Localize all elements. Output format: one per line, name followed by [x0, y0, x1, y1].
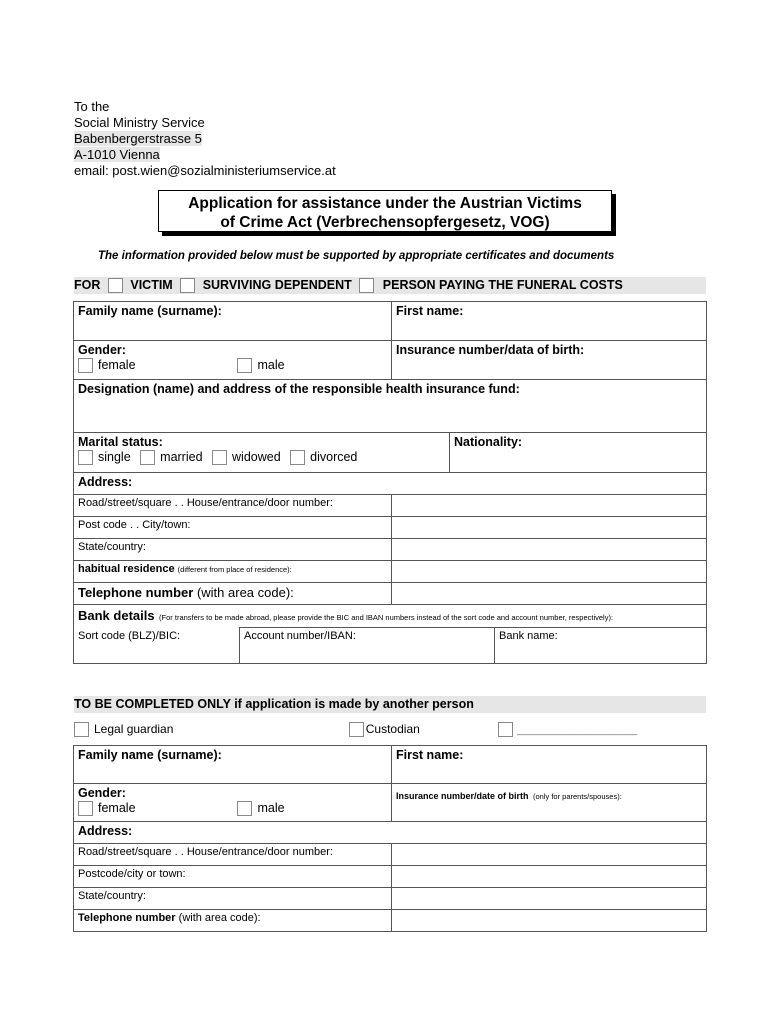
- documents-note: The information provided below must be supported by appropriate certificates and documents: [98, 250, 615, 262]
- postcode-input[interactable]: [392, 517, 707, 539]
- rep-insurance-label: Insurance number/date of birth: [396, 791, 529, 801]
- form-title: [158, 190, 612, 232]
- address-line: A-1010 Vienna: [74, 147, 160, 162]
- applicant-type-bar: [74, 277, 706, 294]
- rep-address-heading: Address:: [74, 822, 707, 844]
- habitual-residence-input[interactable]: [392, 561, 707, 583]
- family-name-field[interactable]: [74, 302, 392, 341]
- victim-label: VICTIM: [130, 278, 173, 293]
- rep-state-input[interactable]: [392, 888, 707, 910]
- male-label: male: [257, 358, 285, 372]
- address-line: Social Ministry Service: [74, 115, 205, 130]
- rep-telephone-input[interactable]: [392, 910, 707, 932]
- widowed-checkbox[interactable]: [212, 450, 227, 465]
- legal-guardian-label: Legal guardian: [94, 722, 174, 736]
- representative-table-top: [73, 745, 707, 932]
- rep-insurance-note: (only for parents/spouses):: [532, 792, 622, 801]
- insurance-label: Insurance number/data of birth:: [396, 343, 585, 357]
- single-checkbox[interactable]: [78, 450, 93, 465]
- legal-guardian-checkbox[interactable]: [74, 722, 89, 737]
- custodian-label: Custodian: [365, 722, 420, 736]
- family-name-label: Family name (surname):: [78, 304, 222, 318]
- dependent-label: SURVIVING DEPENDENT: [202, 278, 352, 293]
- rep-family-name-label: Family name (surname):: [78, 748, 222, 762]
- rep-female-checkbox[interactable]: [78, 801, 93, 816]
- sort-code-label: Sort code (BLZ)/BIC:: [78, 629, 181, 642]
- account-number-field[interactable]: [240, 628, 495, 664]
- rep-male-label: male: [257, 801, 285, 815]
- rep-female-label: female: [98, 801, 136, 815]
- rep-insurance-field[interactable]: [392, 784, 707, 822]
- applicant-table-top: [73, 301, 707, 473]
- habitual-residence-label: habitual residence: [78, 563, 175, 575]
- bank-details-cell: [74, 605, 707, 628]
- divorced-checkbox[interactable]: [290, 450, 305, 465]
- address-line: Babenbergerstrasse 5: [74, 131, 202, 146]
- representative-role-options: [74, 722, 706, 737]
- bank-details-table: [73, 604, 707, 664]
- habitual-residence-cell: [74, 561, 392, 583]
- postcode-label: Post code . . City/town:: [74, 517, 392, 539]
- rep-road-input[interactable]: [392, 844, 707, 866]
- telephone-label: Telephone number: [78, 585, 194, 600]
- rep-family-name-field[interactable]: [74, 746, 392, 784]
- married-label: married: [160, 450, 203, 464]
- rep-telephone-cell: [74, 910, 392, 932]
- custodian-checkbox[interactable]: [349, 722, 364, 737]
- telephone-note: (with area code):: [196, 585, 294, 600]
- title-line: Application for assistance under the Austrian Victims: [188, 195, 582, 212]
- address-email: email: post.wien@sozialministeriumservice.at: [74, 163, 336, 178]
- nationality-field[interactable]: [450, 433, 707, 473]
- address-heading: Address:: [74, 473, 707, 495]
- widowed-label: widowed: [232, 450, 281, 464]
- first-name-label: First name:: [396, 304, 464, 318]
- bank-name-field[interactable]: [495, 628, 707, 664]
- rep-telephone-note: (with area code):: [178, 912, 261, 924]
- bank-details-label: Bank details: [78, 608, 155, 623]
- title-line: of Crime Act (Verbrechensopfergesetz, VOG): [220, 214, 550, 231]
- female-checkbox[interactable]: [78, 358, 93, 373]
- victim-checkbox[interactable]: [108, 278, 123, 293]
- telephone-input[interactable]: [392, 583, 707, 605]
- insurance-field[interactable]: [392, 341, 707, 380]
- first-name-field[interactable]: [392, 302, 707, 341]
- address-line: To the: [74, 99, 110, 114]
- divorced-label: divorced: [310, 450, 358, 464]
- habitual-residence-note: (different from place of residence):: [177, 565, 292, 574]
- rep-first-name-label: First name:: [396, 748, 464, 762]
- rep-postcode-input[interactable]: [392, 866, 707, 888]
- sort-code-field[interactable]: [74, 628, 240, 664]
- for-label: FOR: [74, 278, 101, 293]
- nationality-label: Nationality:: [454, 435, 523, 449]
- telephone-cell: [74, 583, 392, 605]
- account-number-label: Account number/IBAN:: [244, 630, 356, 642]
- gender-label: Gender:: [78, 343, 126, 357]
- rep-male-checkbox[interactable]: [237, 801, 252, 816]
- single-label: single: [98, 450, 131, 464]
- gender-field: [74, 341, 392, 380]
- road-label: Road/street/square . . House/entrance/door number:: [74, 495, 392, 517]
- recipient-address: [74, 99, 336, 179]
- rep-road-label: Road/street/square . . House/entrance/door number:: [74, 844, 392, 866]
- bank-details-note: (For transfers to be made abroad, please provide the BIC and IBAN numbers instead of the sort code and account number, respectively):: [159, 613, 614, 622]
- funeral-checkbox[interactable]: [359, 278, 374, 293]
- other-role-line[interactable]: ________________________: [517, 725, 638, 735]
- marital-status-label: Marital status:: [78, 435, 163, 449]
- rep-first-name-field[interactable]: [392, 746, 707, 784]
- rep-telephone-label: Telephone number: [78, 912, 176, 924]
- other-role-checkbox[interactable]: [498, 722, 513, 737]
- funeral-label: PERSON PAYING THE FUNERAL COSTS: [382, 278, 623, 293]
- rep-state-label: State/country:: [74, 888, 392, 910]
- health-fund-field[interactable]: [74, 380, 707, 433]
- applicant-address-table: [73, 472, 707, 605]
- state-label: State/country:: [74, 539, 392, 561]
- rep-postcode-label: Postcode/city or town:: [74, 866, 392, 888]
- state-input[interactable]: [392, 539, 707, 561]
- road-input[interactable]: [392, 495, 707, 517]
- marital-status-field: [74, 433, 450, 473]
- representative-section-heading: TO BE COMPLETED ONLY if application is made by another person: [74, 696, 706, 713]
- male-checkbox[interactable]: [237, 358, 252, 373]
- rep-gender-field: [74, 784, 392, 822]
- married-checkbox[interactable]: [140, 450, 155, 465]
- dependent-checkbox[interactable]: [180, 278, 195, 293]
- rep-gender-label: Gender:: [78, 786, 126, 800]
- female-label: female: [98, 358, 136, 372]
- health-fund-label: Designation (name) and address of the responsible health insurance fund:: [78, 382, 520, 396]
- bank-name-label: Bank name:: [499, 630, 558, 642]
